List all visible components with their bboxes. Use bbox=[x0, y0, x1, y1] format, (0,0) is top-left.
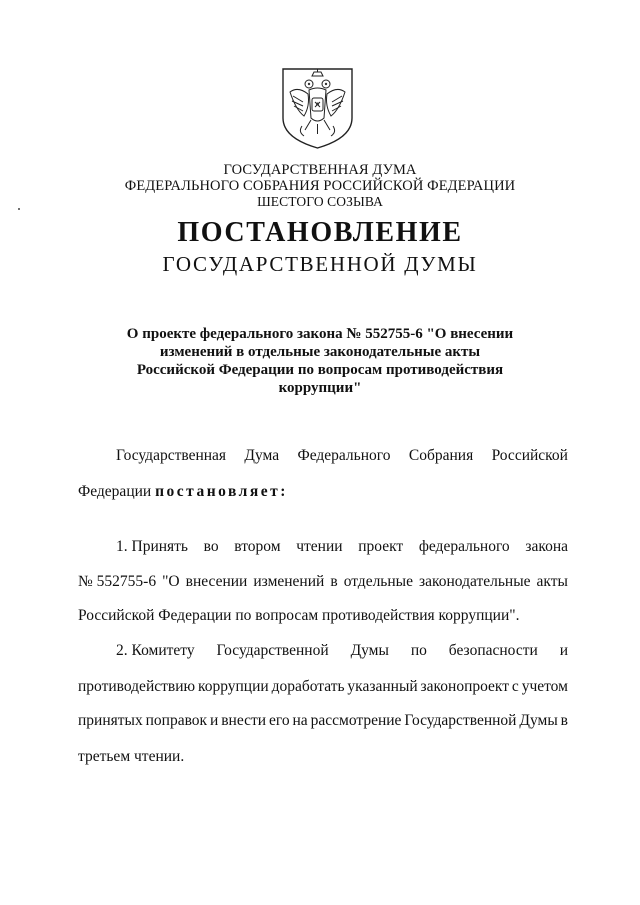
item-1-line-3: Российской Федерации по вопросам противодействия коррупции". bbox=[78, 607, 520, 624]
word: и bbox=[559, 642, 568, 659]
word: противодействию bbox=[78, 678, 196, 695]
word: Собрания bbox=[408, 447, 474, 464]
word: принятых bbox=[78, 712, 143, 729]
item-1-line-1 bbox=[116, 538, 568, 556]
item-2-line-3 bbox=[78, 712, 568, 730]
item-1-line-2 bbox=[78, 573, 568, 591]
word: в bbox=[330, 573, 338, 590]
word: Государственная bbox=[116, 447, 227, 464]
federation-word: Федерации bbox=[78, 483, 156, 500]
paragraph-1-line-2 bbox=[78, 483, 288, 501]
word: рассмотрение bbox=[310, 712, 402, 729]
word: изменений bbox=[253, 573, 325, 590]
word: Думы bbox=[350, 642, 389, 659]
word: чтении bbox=[296, 538, 343, 555]
word: закона bbox=[525, 538, 568, 555]
resolution-subject bbox=[95, 325, 545, 397]
header-line-3: ШЕСТОГО СОЗЫВА bbox=[257, 194, 383, 209]
word: Дума bbox=[244, 447, 280, 464]
word: учетом bbox=[521, 678, 568, 695]
word: проект bbox=[358, 538, 404, 555]
word: Государственной bbox=[404, 712, 517, 729]
word: втором bbox=[234, 538, 281, 555]
coat-of-arms-emblem bbox=[280, 66, 355, 151]
word: во bbox=[203, 538, 219, 555]
word: в bbox=[560, 712, 568, 729]
paragraph-1-line-1 bbox=[116, 447, 568, 465]
word: Думы bbox=[519, 712, 558, 729]
subject-line-1: О проекте федерального закона № 552755-6 "О внесении bbox=[126, 326, 514, 342]
word: внести bbox=[221, 712, 267, 729]
decree-word: постановляет: bbox=[155, 483, 288, 500]
word: Российской bbox=[491, 447, 568, 464]
item-2-line-2 bbox=[78, 678, 568, 696]
word: Федерального bbox=[297, 447, 391, 464]
word: по bbox=[410, 642, 427, 659]
word: отдельные bbox=[343, 573, 413, 590]
subject-line-4: коррупции" bbox=[278, 380, 362, 396]
subject-line-2: изменений в отдельные законодательные акты bbox=[159, 344, 481, 360]
word: законодательные bbox=[418, 573, 531, 590]
word: безопасности bbox=[448, 642, 538, 659]
item-2-line-1 bbox=[116, 642, 568, 660]
word: Государственной bbox=[216, 642, 329, 659]
word: внесении bbox=[185, 573, 248, 590]
subject-line-3: Российской Федерации по вопросам противодействия bbox=[136, 362, 504, 378]
word: коррупции bbox=[197, 678, 269, 695]
word: поправок bbox=[145, 712, 208, 729]
document-title: ПОСТАНОВЛЕНИЕ bbox=[177, 217, 463, 248]
word: с bbox=[511, 678, 519, 695]
item-2-line-4: третьем чтении. bbox=[78, 748, 185, 765]
word: акты bbox=[536, 573, 568, 590]
header-line-1: ГОСУДАРСТВЕННАЯ ДУМА bbox=[223, 162, 417, 178]
word: 2. Комитету bbox=[116, 642, 195, 659]
document-subtitle: ГОСУДАРСТВЕННОЙ ДУМЫ bbox=[162, 252, 478, 276]
word: доработать bbox=[271, 678, 345, 695]
word: 1. Принять bbox=[116, 538, 189, 555]
word: и bbox=[210, 712, 219, 729]
word: его bbox=[268, 712, 290, 729]
word: № 552755-6 bbox=[78, 573, 157, 590]
word: на bbox=[292, 712, 308, 729]
word: "О bbox=[162, 573, 180, 590]
header-line-2: ФЕДЕРАЛЬНОГО СОБРАНИЯ РОССИЙСКОЙ ФЕДЕРАЦИИ bbox=[124, 178, 516, 194]
word: законопроект bbox=[420, 678, 510, 695]
word: федерального bbox=[418, 538, 510, 555]
word: указанный bbox=[347, 678, 418, 695]
